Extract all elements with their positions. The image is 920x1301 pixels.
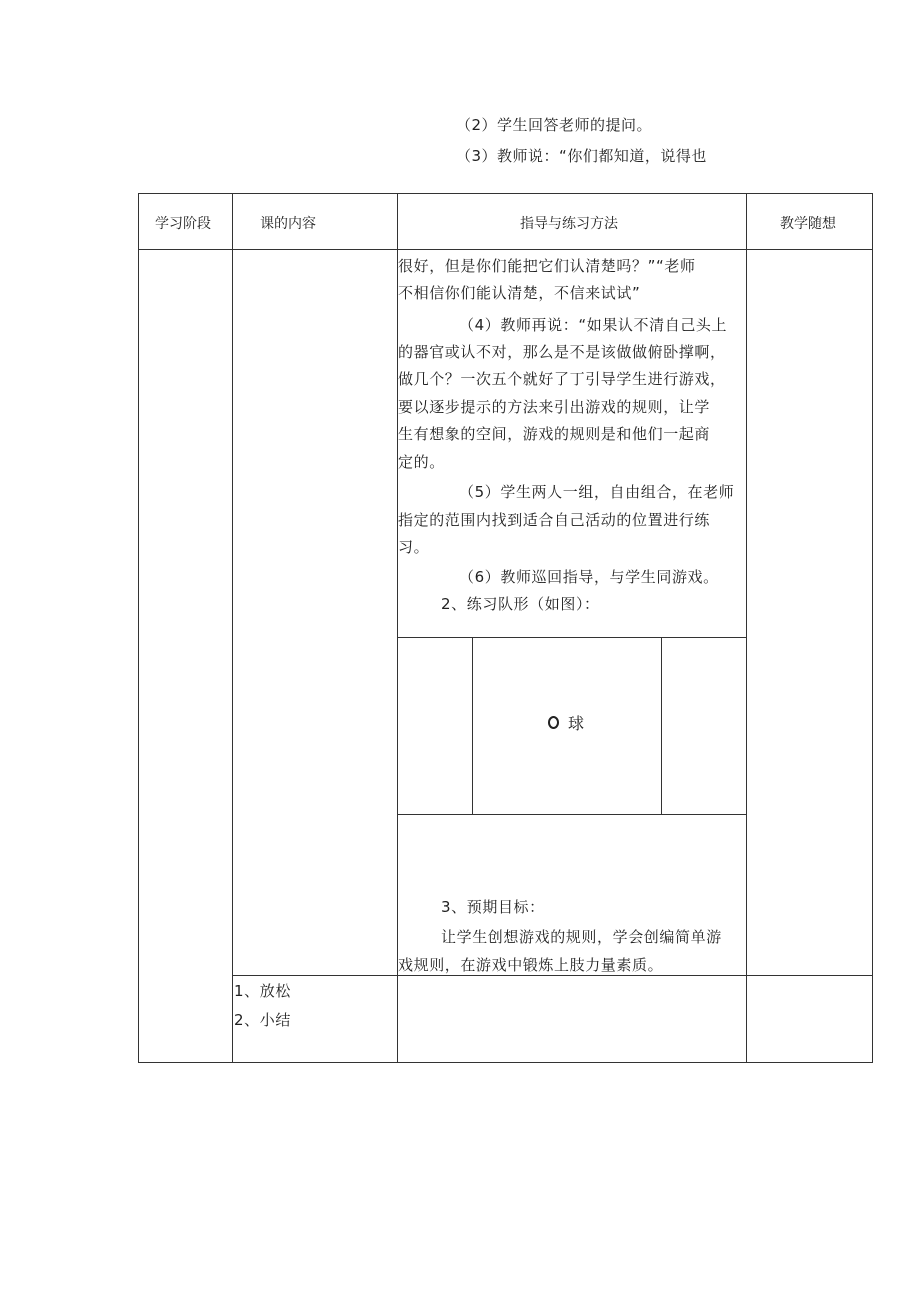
pre-table-line-2: （3）教师说：“你们都知道，说得也 [456,147,707,165]
table-bottom-border [138,1062,873,1063]
table-right-border [872,193,873,1063]
ball-label: 球 [568,714,585,733]
method-line: （4）教师再说：“如果认不清自己头上 [459,316,728,334]
table-left-border [138,193,139,1063]
column-divider-3 [746,193,747,1063]
content-item: 2、小结 [234,1011,291,1029]
column-divider-2 [397,193,398,1063]
method-line: 要以逐步提示的方法来引出游戏的规则，让学 [398,398,711,416]
method-line: 2、练习队形（如图）： [441,595,600,613]
method-line: （5）学生两人一组，自由组合，在老师 [459,483,735,501]
goal-line: 让学生创想游戏的规则，学会创编简单游 [441,928,722,946]
method-line: （6）教师巡回指导，与学生同游戏。 [459,568,719,586]
goal-line: 戏规则，在游戏中锻炼上肢力量素质。 [398,956,664,974]
row-divider [232,975,873,976]
header-bottom-border [138,249,873,250]
column-divider-1 [232,193,233,1063]
pre-table-line-1: （2）学生回答老师的提问。 [456,116,653,134]
diagram-divider-right [661,637,662,814]
content-item: 1、放松 [234,982,291,1000]
method-line: 不相信你们能认清楚，不信来试试” [398,284,641,302]
method-line: 做几个？一次五个就好了丁引导学生进行游戏， [398,370,726,388]
header-content: 课的内容 [260,216,316,232]
method-line: 习。 [398,538,430,556]
table-top-border [138,193,873,194]
diagram-bottom-border [397,814,746,815]
method-line: 指定的范围内找到适合自己活动的位置进行练 [398,511,711,529]
diagram-top-border [397,637,746,638]
method-line: 很好，但是你们能把它们认清楚吗？”“老师 [398,257,696,275]
method-line: 定的。 [398,453,445,471]
header-stage: 学习阶段 [155,216,211,232]
diagram-divider-left [472,637,473,814]
header-notes: 教学随想 [780,216,836,232]
header-method: 指导与练习方法 [520,216,618,232]
method-line: 的器官或认不对，那么是不是该做做俯卧撑啊， [398,343,726,361]
goal-line: 3、预期目标： [441,898,545,916]
ball-icon [548,716,559,729]
method-line: 生有想象的空间，游戏的规则是和他们一起商 [398,425,711,443]
